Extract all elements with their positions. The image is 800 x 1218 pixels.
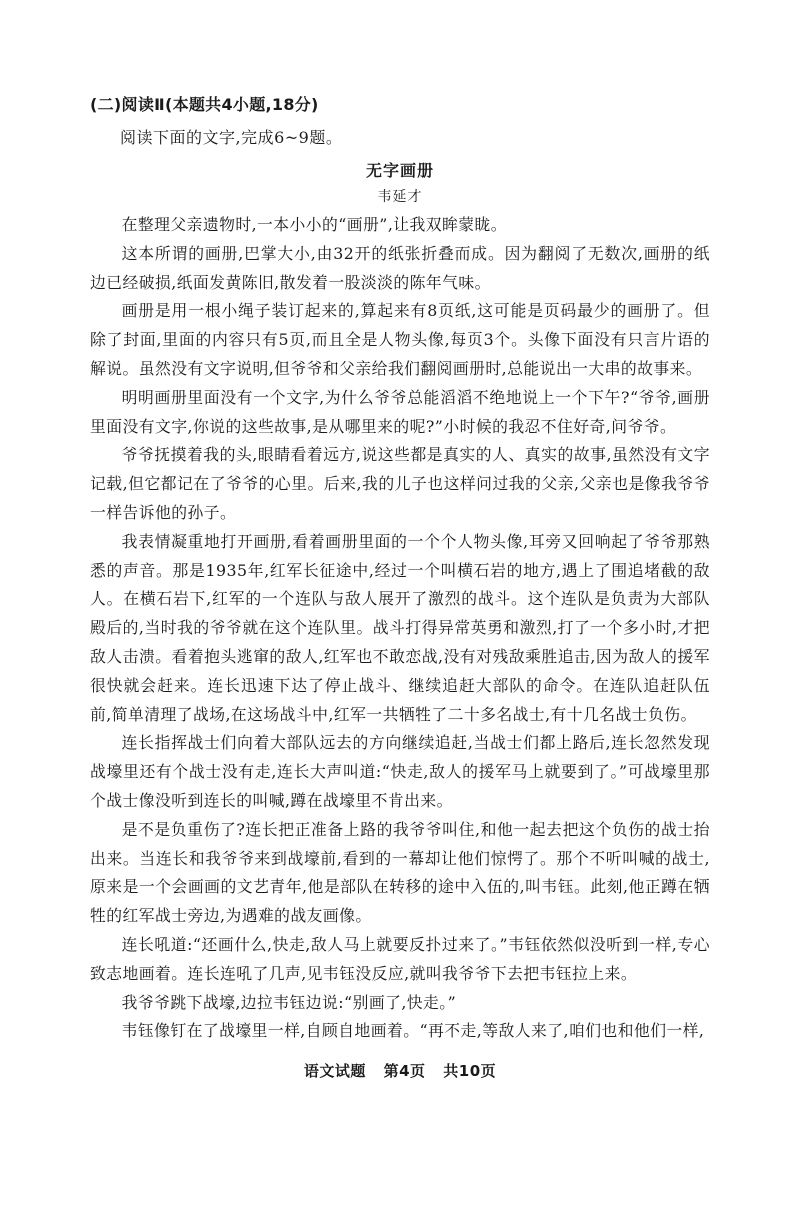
footer-page-number: 第4页 [383,1062,426,1080]
page-footer [0,1060,800,1081]
paragraph: 连长吼道:“还画什么,快走,敌人马上就要反扑过来了。”韦钰依然似没听到一样,专心致志地画着。连长连吼了几声,见韦钰没反应,就叫我爷爷下去把韦钰拉上来。 [90,934,710,983]
reading-instruction: 阅读下面的文字,完成6~9题。 [120,128,343,147]
footer-subject: 语文试题 [303,1062,366,1080]
paragraph: 爷爷抚摸着我的头,眼睛看着远方,说这些都是真实的人、真实的故事,虽然没有文字记载,但它都记在了爷爷的心里。后来,我的儿子也这样问过我的父亲,父亲也是像我爷爷一样告诉他的孙子。 [90,445,710,522]
article-author: 韦延才 [377,189,423,205]
paragraph: 画册是用一根小绳子装订起来的,算起来有8页纸,这可能是页码最少的画册了。但除了封面,里面的内容只有5页,而且全是人物头像,每页3个。头像下面没有只言片语的解说。虽然没有文字说明,但爷爷和父亲给我们翻阅画册时,总能说出一大串的故事来。 [90,301,710,378]
article-body [90,211,710,1046]
article-title: 无字画册 [365,161,434,180]
paragraph: 明明画册里面没有一个文字,为什么爷爷总能滔滔不绝地说上一个下午?“爷爷,画册里面没有文字,你说的这些故事,是从哪里来的呢?”小时候的我忍不住好奇,问爷爷。 [90,387,710,436]
footer-total-pages: 共10页 [443,1062,497,1080]
paragraph: 我爷爷跳下战壕,边拉韦钰边说:“别画了,快走。” [121,992,457,1012]
section-heading: (二)阅读Ⅱ(本题共4小题,18分) [90,95,319,114]
paragraph: 我表情凝重地打开画册,看着画册里面的一个个人物头像,耳旁又回响起了爷爷那熟悉的声音。那是1935年,红军长征途中,经过一个叫横石岩的地方,遇上了围追堵截的敌人。在横石岩下,红军的一个连队与敌人展开了激烈的战斗。这个连队是负责为大部队殿后的,当时我的爷爷就在这个连队里。战斗打得异常英勇和激烈,打了一个多小时,才把敌人击溃。看着抱头逃窜的敌人,红军也不敢恋战,没有对残敌乘胜追击,因为敌人的援军很快就会赶来。连长迅速下达了停止战斗、继续追赶大部队的命令。在连队追赶队伍前,简单清理了战场,在这场战斗中,红军一共牺牲了二十多名战士,有十几名战士负伤。 [90,531,710,724]
paragraph: 这本所谓的画册,巴掌大小,由32开的纸张折叠而成。因为翻阅了无数次,画册的纸边已经破损,纸面发黄陈旧,散发着一股淡淡的陈年气味。 [90,243,710,292]
paragraph: 在整理父亲遗物时,一本小小的“画册”,让我双眸蒙眬。 [121,215,508,234]
paragraph: 是不是负重伤了?连长把正准备上路的我爷爷叫住,和他一起去把这个负伤的战士抬出来。当连长和我爷爷来到战壕前,看到的一幕却让他们惊愕了。那个不听叫喊的战士,原来是一个会画画的文艺青年,他是部队在转移的途中入伍的,叫韦钰。此刻,他正蹲在牺牲的红军战士旁边,为遇难的战友画像。 [90,819,710,926]
paragraph: 连长指挥战士们向着大部队远去的方向继续追赶,当战士们都上路后,连长忽然发现战壕里还有个战士没有走,连长大声叫道:“快走,敌人的援军马上就要到了。”可战壕里那个战士像没听到连长的叫喊,蹲在战壕里不肯出来。 [90,733,710,810]
paragraph: 韦钰像钉在了战壕里一样,自顾自地画着。“再不走,等敌人来了,咱们也和他们一样, [121,1021,705,1041]
